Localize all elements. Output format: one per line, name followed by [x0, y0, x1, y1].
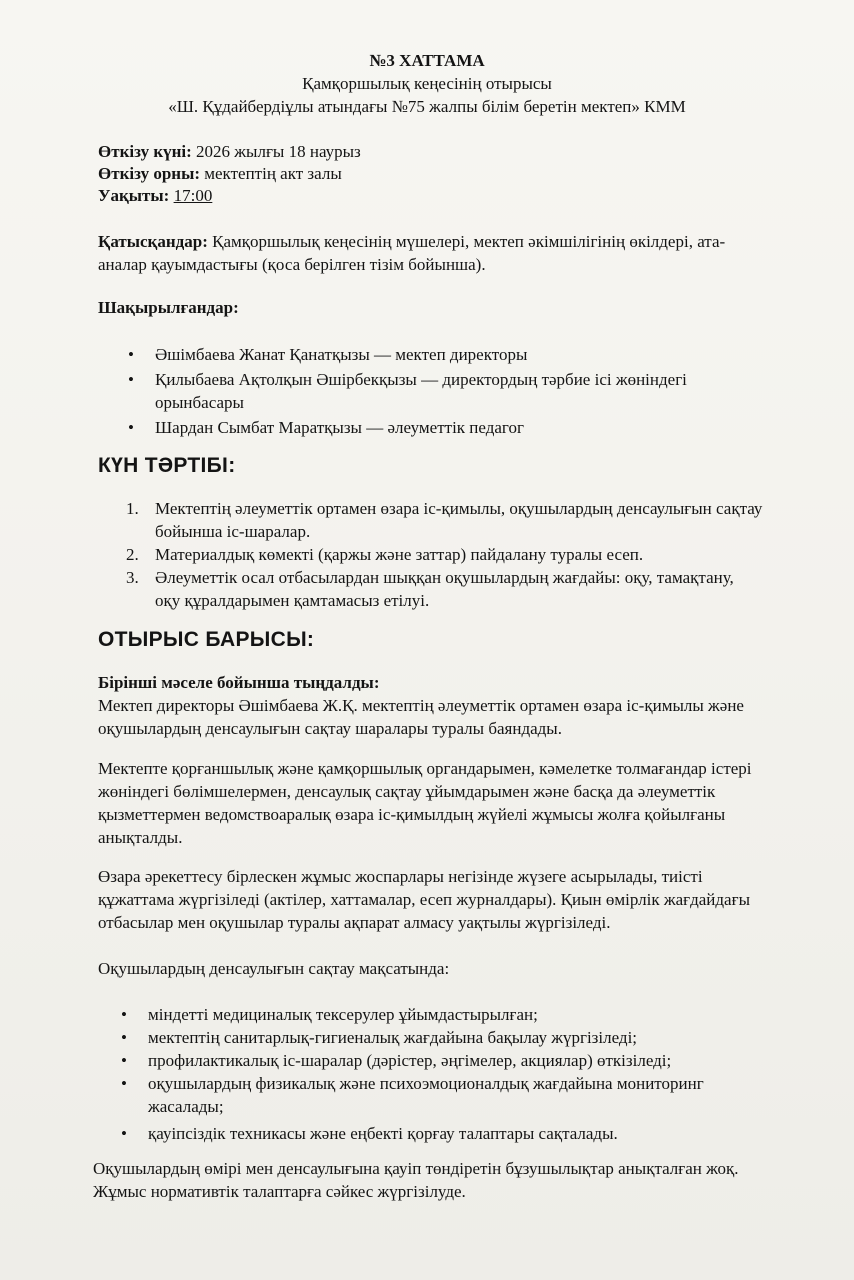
- list-item: • міндетті медициналық тексерулер ұйымдастырылған;: [121, 1005, 538, 1024]
- document-title: №3 ХАТТАМА: [369, 51, 485, 70]
- list-item: • профилактикалық іс-шаралар (дәрістер, әңгімелер, акциялар) өткізіледі;: [121, 1051, 672, 1070]
- bullet-mark: •: [128, 418, 134, 437]
- participants-label: Қатысқандар:: [98, 232, 208, 251]
- paragraph-4: Оқушылардың денсаулығын сақтау мақсатында:: [98, 959, 450, 978]
- participants: [98, 230, 798, 276]
- paragraph-3: Өзара әрекеттесу бірлескен жұмыс жоспарлары негізінде жүзеге асырылады, тиісті құжаттама жүргізіледі (актілер, хаттамалар, есеп журналдары). Қиын өмірлік жағдайдағы отбасылар мен оқушылар туралы ақпарат алмасу уақтылы жүргізіледі.: [98, 867, 750, 932]
- paragraph-5: Оқушылардың өмірі мен денсаулығына қауіп төндіретін бұзушылықтар анықталған жоқ. Жұмыс нормативтік талаптарға сәйкес жүргізілуде.: [93, 1159, 739, 1201]
- list-item: • Шардан Сымбат Маратқызы — әлеуметтік педагог: [128, 418, 524, 437]
- bullet-mark: •: [121, 1124, 127, 1143]
- invited-list: [128, 343, 795, 439]
- bullet-mark: •: [121, 1028, 127, 1047]
- time-label: Уақыты:: [98, 186, 170, 205]
- date-label: Өткізу күні:: [98, 142, 192, 161]
- agenda-list: [126, 497, 815, 612]
- time-value: 17:00: [173, 186, 213, 205]
- list-item: • Әшімбаева Жанат Қанатқызы — мектеп директоры: [128, 345, 528, 364]
- list-item: • оқушылардың физикалық және психоэмоционалдық жағдайына мониторинг жасалады;: [121, 1074, 704, 1116]
- list-item: 1. Мектептің әлеуметтік ортамен өзара іс-қимылы, оқушылардың денсаулығын сақтау бойынша іс-шаралар.: [126, 499, 763, 541]
- participants-line-1: Қамқоршылық кеңесінің мүшелері, мектеп әкімшілігінің өкілдері, ата-: [207, 232, 726, 251]
- place-label: Өткізу орны:: [98, 164, 200, 183]
- organization-name: «Ш. Құдайбердіұлы атындағы №75 жалпы білім беретін мектеп» КММ: [168, 97, 686, 116]
- bullet-mark: •: [121, 1005, 127, 1024]
- document-subtitle: Қамқоршылық кеңесінің отырысы: [302, 74, 552, 93]
- paragraph-2: Мектепте қорғаншылық және қамқоршылық органдарымен, кәмелетке толмағандар істері жөніндегі бөлімшелермен, денсаулық сақтау ұйымдарымен және басқа да әлеуметтік қызметтермен ведомствоаралық өзара іс-қимылдың жүйелі жұмысы жолға қойылғаны анықталды.: [98, 759, 752, 847]
- participants-line-2: аналар қауымдастығы (қоса берілген тізім бойынша).: [98, 255, 486, 274]
- meta-date: [98, 141, 361, 163]
- list-item: 3. Әлеуметтік осал отбасылардан шыққан оқушылардың жағдайы: оқу, тамақтану, оқу құралдарымен қамтамасыз етілуі.: [126, 568, 734, 610]
- document-header: [0, 50, 854, 118]
- bullet-mark: •: [121, 1074, 127, 1093]
- list-item: • қауіпсіздік техникасы және еңбекті қорғау талаптары сақталады.: [121, 1124, 618, 1143]
- meta-place: [98, 163, 342, 185]
- bullet-mark: •: [128, 370, 134, 389]
- bullet-mark: •: [121, 1051, 127, 1070]
- meta-time: [98, 185, 212, 207]
- date-value: 2026 жылғы 18 наурыз: [191, 142, 361, 161]
- agenda-heading: КҮН ТӘРТІБІ:: [98, 454, 236, 477]
- paragraph-1: Мектеп директоры Әшімбаева Ж.Қ. мектептің әлеуметтік ортамен өзара іс-қимылы және оқушылардың денсаулығын сақтау шаралары туралы баяндады.: [98, 696, 744, 738]
- list-item: 2. Материалдық көмекті (қаржы және заттар) пайдалану туралы есеп.: [126, 545, 644, 564]
- first-issue-heading: Бірінші мәселе бойынша тыңдалды:: [98, 673, 380, 692]
- proceedings-heading: ОТЫРЫС БАРЫСЫ:: [98, 628, 315, 651]
- place-value: мектептің акт залы: [200, 164, 342, 183]
- list-item: • мектептің санитарлық-гигиеналық жағдайына бақылау жүргізіледі;: [121, 1028, 638, 1047]
- list-item: • Қилыбаева Ақтолқын Әшірбекқызы — директордың тәрбие ісі жөніндегі орынбасары: [128, 370, 687, 412]
- invited-heading: Шақырылғандар:: [98, 298, 239, 317]
- health-measures-list: [121, 1003, 808, 1145]
- bullet-mark: •: [128, 345, 134, 364]
